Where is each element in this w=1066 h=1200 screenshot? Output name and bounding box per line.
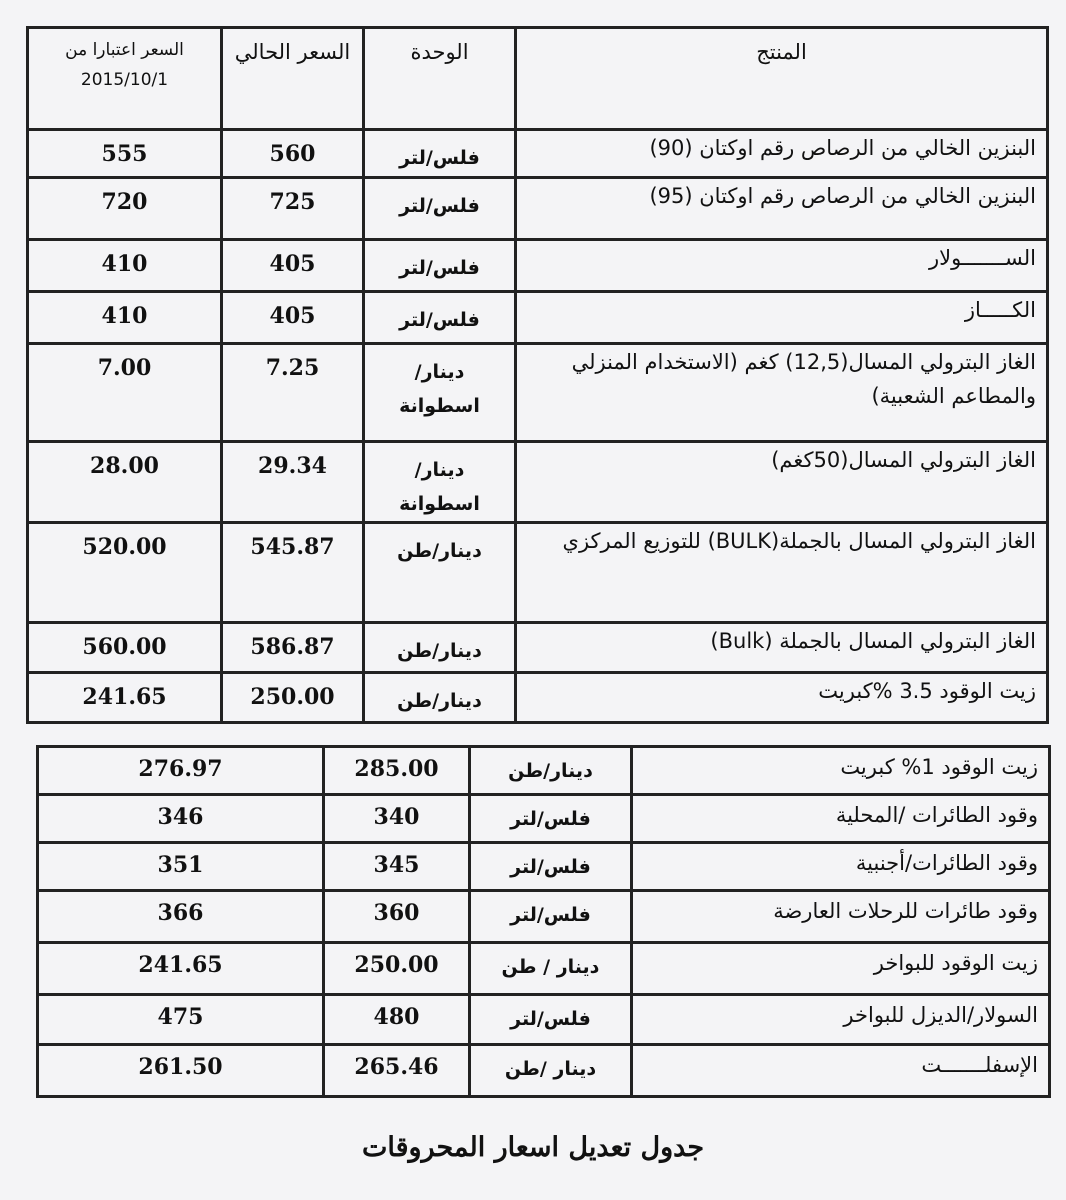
table-row xyxy=(28,344,1048,442)
product-name: زيت الوقود للبواخر xyxy=(632,943,1050,995)
unit: فلس/لتر xyxy=(470,843,632,891)
unit: دينار /طن xyxy=(470,1045,632,1097)
product-name: الســـــــولار xyxy=(516,240,1048,292)
product-name: زيت الوقود 1% كبريت xyxy=(632,747,1050,795)
unit: دينار/طن xyxy=(364,623,516,673)
current-price: 480 xyxy=(324,995,470,1045)
unit: فلس/لتر xyxy=(364,292,516,344)
unit: فلس/لتر xyxy=(364,130,516,178)
current-price: 405 xyxy=(222,240,364,292)
table-row xyxy=(28,292,1048,344)
table-row xyxy=(28,523,1048,623)
header-product: المنتج xyxy=(516,28,1048,130)
table-row xyxy=(28,178,1048,240)
unit: فلس/لتر xyxy=(470,795,632,843)
product-name: السولار/الديزل للبواخر xyxy=(632,995,1050,1045)
header-price-from-date: السعر اعتبارا من 2015/10/1 xyxy=(28,28,222,130)
product-name: وقود الطائرات /المحلية xyxy=(632,795,1050,843)
product-name: البنزين الخالي من الرصاص رقم اوكتان (90) xyxy=(516,130,1048,178)
new-price: 720 xyxy=(28,178,222,240)
new-price: 520.00 xyxy=(28,523,222,623)
document-caption: جدول تعديل اسعار المحروقات xyxy=(361,1132,705,1163)
new-price: 366 xyxy=(38,891,324,943)
unit: دينار/طن xyxy=(470,747,632,795)
new-price: 7.00 xyxy=(28,344,222,442)
unit: دينار/اسطوانة xyxy=(364,344,516,442)
unit: دينار / طن xyxy=(470,943,632,995)
product-name: وقود الطائرات/أجنبية xyxy=(632,843,1050,891)
product-name: البنزين الخالي من الرصاص رقم اوكتان (95) xyxy=(516,178,1048,240)
current-price: 7.25 xyxy=(222,344,364,442)
new-price: 410 xyxy=(28,292,222,344)
current-price: 340 xyxy=(324,795,470,843)
unit: فلس/لتر xyxy=(364,178,516,240)
unit: فلس/لتر xyxy=(364,240,516,292)
unit: دينار/اسطوانة xyxy=(364,442,516,523)
current-price: 725 xyxy=(222,178,364,240)
table-row xyxy=(38,995,1050,1045)
product-name: الغاز البترولي المسال بالجملة (Bulk) xyxy=(516,623,1048,673)
fuel-prices-table-2 xyxy=(36,745,1051,1098)
table-row xyxy=(28,623,1048,673)
unit: دينار/طن xyxy=(364,673,516,723)
product-name: الإسفلـــــــت xyxy=(632,1045,1050,1097)
new-price: 410 xyxy=(28,240,222,292)
product-name: الغاز البترولي المسال(12,5) كغم (الاستخدام المنزلي والمطاعم الشعبية) xyxy=(516,344,1048,442)
product-name: زيت الوقود 3.5 %كبريت xyxy=(516,673,1048,723)
new-price: 276.97 xyxy=(38,747,324,795)
table-row xyxy=(38,891,1050,943)
table-row xyxy=(28,130,1048,178)
current-price: 560 xyxy=(222,130,364,178)
header-unit: الوحدة xyxy=(364,28,516,130)
table-row xyxy=(38,1045,1050,1097)
current-price: 250.00 xyxy=(324,943,470,995)
unit: فلس/لتر xyxy=(470,995,632,1045)
unit: دينار/طن xyxy=(364,523,516,623)
new-price: 475 xyxy=(38,995,324,1045)
table-row xyxy=(28,673,1048,723)
product-name: الغاز البترولي المسال بالجملة(BULK) للتوزيع المركزي xyxy=(516,523,1048,623)
current-price: 545.87 xyxy=(222,523,364,623)
table-row xyxy=(38,747,1050,795)
current-price: 285.00 xyxy=(324,747,470,795)
new-price: 241.65 xyxy=(38,943,324,995)
current-price: 586.87 xyxy=(222,623,364,673)
current-price: 250.00 xyxy=(222,673,364,723)
new-price: 346 xyxy=(38,795,324,843)
product-name: الكـــــاز xyxy=(516,292,1048,344)
new-price: 351 xyxy=(38,843,324,891)
unit: فلس/لتر xyxy=(470,891,632,943)
current-price: 405 xyxy=(222,292,364,344)
current-price: 265.46 xyxy=(324,1045,470,1097)
new-price: 261.50 xyxy=(38,1045,324,1097)
new-price: 555 xyxy=(28,130,222,178)
new-price: 241.65 xyxy=(28,673,222,723)
current-price: 29.34 xyxy=(222,442,364,523)
header-current-price: السعر الحالي xyxy=(222,28,364,130)
new-price: 28.00 xyxy=(28,442,222,523)
table-row xyxy=(38,795,1050,843)
table-row xyxy=(38,943,1050,995)
fuel-prices-table-1 xyxy=(26,26,1049,724)
table-header-row xyxy=(28,28,1048,130)
product-name: وقود طائرات للرحلات العارضة xyxy=(632,891,1050,943)
table-row xyxy=(38,843,1050,891)
current-price: 360 xyxy=(324,891,470,943)
new-price: 560.00 xyxy=(28,623,222,673)
current-price: 345 xyxy=(324,843,470,891)
product-name: الغاز البترولي المسال(50كغم) xyxy=(516,442,1048,523)
table-row xyxy=(28,240,1048,292)
table-row xyxy=(28,442,1048,523)
